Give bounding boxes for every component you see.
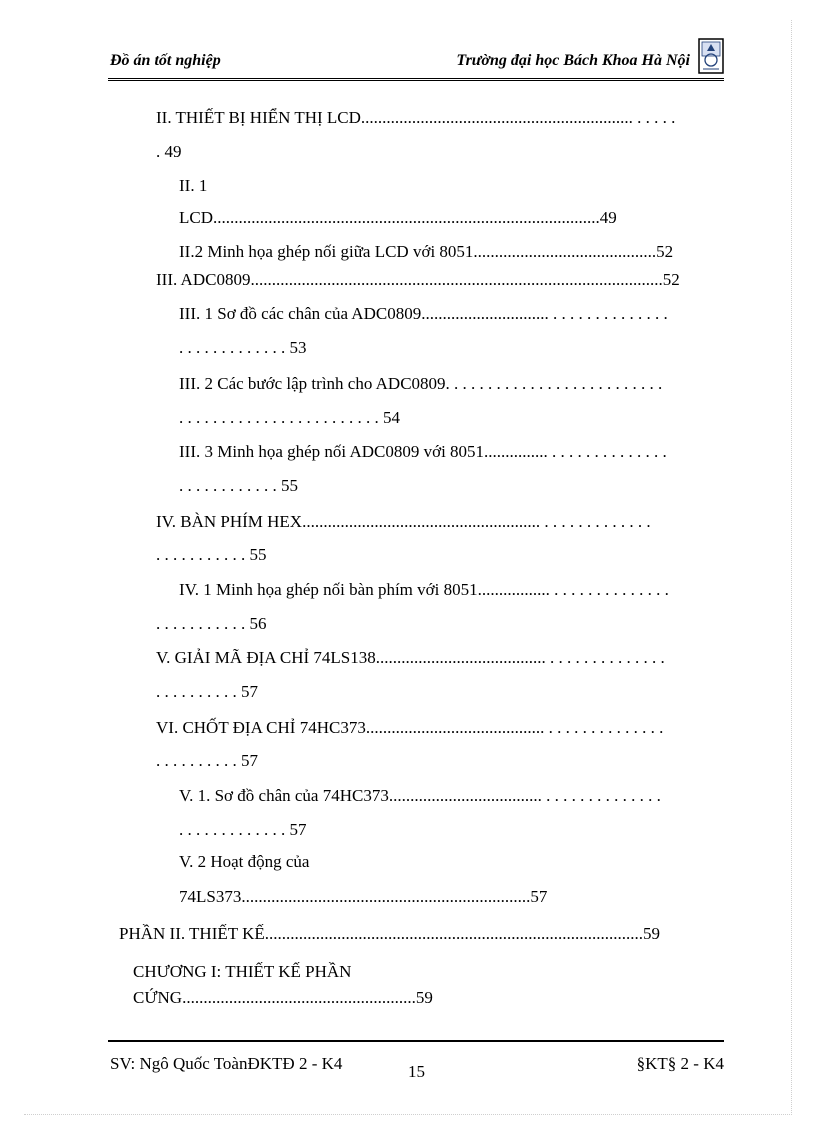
toc-line: . . . . . . . . . . . . . . . . . . . . . . . . 54 [179,408,400,427]
toc-line: IV. BÀN PHÍM HEX........................................................ . . . . . . . . . . . . . [156,512,651,531]
toc-line: LCD...........................................................................................49 [179,208,617,227]
toc-line: VI. CHỐT ĐỊA CHỈ 74HC373.......................................... . . . . . . . . . . . . . . [156,718,664,737]
page-footer [108,1040,724,1082]
header-left-title: Đồ án tốt nghiệp [110,52,221,69]
toc-line: . 49 [156,142,182,161]
toc-line: 74LS373....................................................................57 [179,887,548,906]
toc-line: . . . . . . . . . . . . 55 [179,476,298,495]
toc-line: . . . . . . . . . . . . . 53 [179,338,307,357]
toc-line: CỨNG.......................................................59 [133,988,433,1007]
page-number: 15 [408,1062,425,1081]
toc-line: PHẦN II. THIẾT KẾ.........................................................................................59 [119,924,660,943]
toc-line: . . . . . . . . . . 57 [156,682,258,701]
toc-line: . . . . . . . . . . . . . 57 [179,820,307,839]
toc-line: . . . . . . . . . . . 55 [156,545,267,564]
toc-line: III. 3 Minh họa ghép nối ADC0809 với 8051............... . . . . . . . . . . . . . . [179,442,667,461]
toc-line: II. 1 [179,176,208,195]
toc-line: . . . . . . . . . . 57 [156,751,258,770]
footer-class: §KT§ 2 - K4 [636,1054,724,1073]
toc-line: IV. 1 Minh họa ghép nối bàn phím với 8051................. . . . . . . . . . . . . . . [179,580,669,599]
toc-line: V. 1. Sơ đồ chân của 74HC373.................................... . . . . . . . . . . . . . . [179,786,661,805]
toc-line: III. 2 Các bước lập trình cho ADC0809. . . . . . . . . . . . . . . . . . . . . . . . . . [179,374,663,393]
toc-line: III. 1 Sơ đồ các chân của ADC0809.............................. . . . . . . . . . . . . . . [179,304,668,323]
toc-line: II. THIẾT BỊ HIỂN THỊ LCD................................................................ . . . . . [156,108,676,127]
toc-line: V. GIẢI MÃ ĐỊA CHỈ 74LS138........................................ . . . . . . . . . . . . . . [156,648,665,667]
toc-line: V. 2 Hoạt động của [179,852,310,871]
toc-line: . . . . . . . . . . . 56 [156,614,267,633]
header-university-name: Trường đại học Bách Khoa Hà Nội [456,52,690,69]
toc-line: III. ADC0809.................................................................................................52 [156,270,680,289]
footer-student: SV: Ngô Quốc ToànĐKTĐ 2 - K4 [110,1054,343,1073]
toc-line: II.2 Minh họa ghép nối giữa LCD với 8051...........................................52 [179,242,674,261]
toc-line: CHƯƠNG I: THIẾT KẾ PHẦN [133,962,352,981]
